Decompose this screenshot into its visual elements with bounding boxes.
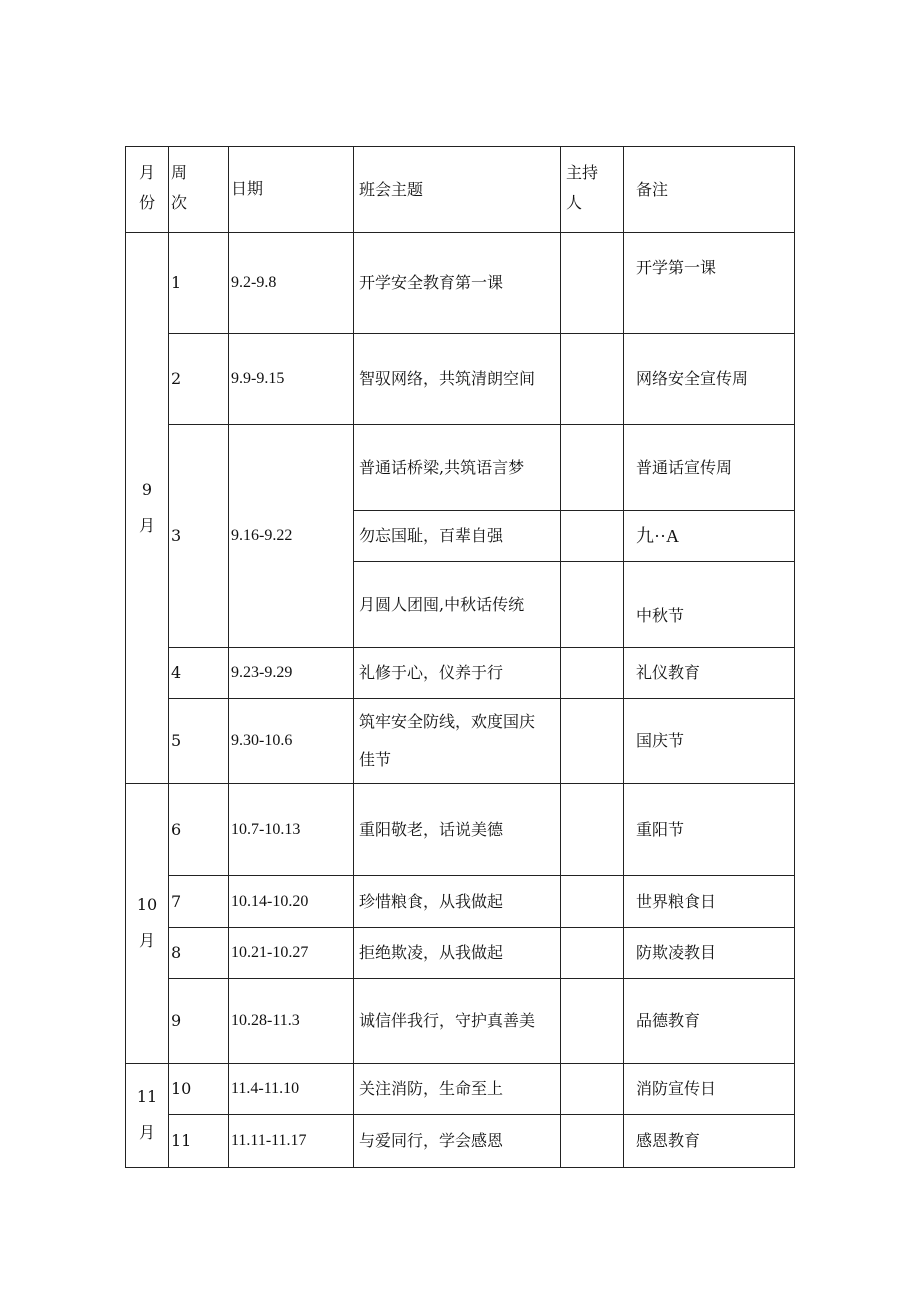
host-cell <box>561 699 624 784</box>
host-cell <box>561 334 624 425</box>
host-cell <box>561 979 624 1064</box>
table-row <box>126 425 795 511</box>
table-row <box>126 648 795 699</box>
date-cell: 9.16-9.22 <box>229 425 354 648</box>
date-cell: 10.7-10.13 <box>229 784 354 876</box>
note-cell: 网络安全宣传周 <box>624 334 795 425</box>
date-cell: 11.4-11.10 <box>229 1064 354 1115</box>
theme-cell: 珍惜粮食，从我做起 <box>354 876 561 928</box>
theme-cell: 与爱同行，学会感恩 <box>354 1115 561 1168</box>
table-row <box>126 1115 795 1168</box>
theme-cell: 关注消防，生命至上 <box>354 1064 561 1115</box>
table-row <box>126 1064 795 1115</box>
theme-cell: 礼修于心，仪养于行 <box>354 648 561 699</box>
week-cell: 9 <box>169 979 229 1064</box>
week-cell: 6 <box>169 784 229 876</box>
theme-cell: 智驭网络，共筑清朗空间 <box>354 334 561 425</box>
table-row <box>126 876 795 928</box>
theme-cell: 普通话桥梁,共筑语言梦 <box>354 425 561 511</box>
date-cell: 11.11-11.17 <box>229 1115 354 1168</box>
week-cell: 3 <box>169 425 229 648</box>
host-cell <box>561 928 624 979</box>
header-row <box>126 147 795 233</box>
date-cell: 9.9-9.15 <box>229 334 354 425</box>
theme-cell: 月圆人团囤,中秋话传统 <box>354 562 561 648</box>
week-cell: 2 <box>169 334 229 425</box>
date-cell: 10.14-10.20 <box>229 876 354 928</box>
header-theme: 班会主题 <box>354 147 561 233</box>
host-cell <box>561 425 624 511</box>
week-cell: 8 <box>169 928 229 979</box>
week-cell: 11 <box>169 1115 229 1168</box>
note-cell: 世界粮食日 <box>624 876 795 928</box>
date-cell: 9.30-10.6 <box>229 699 354 784</box>
note-cell: 防欺凌教目 <box>624 928 795 979</box>
class-meeting-schedule-table <box>125 146 795 1168</box>
table-row <box>126 784 795 876</box>
note-cell: 消防宣传日 <box>624 1064 795 1115</box>
date-cell: 9.23-9.29 <box>229 648 354 699</box>
note-cell: 感恩教育 <box>624 1115 795 1168</box>
header-month: 月份 <box>126 147 169 233</box>
host-cell <box>561 511 624 562</box>
date-cell: 10.28-11.3 <box>229 979 354 1064</box>
note-cell: 中秋节 <box>624 562 795 648</box>
theme-cell: 筑牢安全防线，欢度国庆佳节 <box>354 699 561 784</box>
host-cell <box>561 233 624 334</box>
week-cell: 1 <box>169 233 229 334</box>
week-cell: 7 <box>169 876 229 928</box>
month-cell-sep: 9月 <box>126 233 169 784</box>
header-date: 日期 <box>229 147 354 233</box>
host-cell <box>561 876 624 928</box>
month-cell-oct: 10月 <box>126 784 169 1064</box>
note-cell: 国庆节 <box>624 699 795 784</box>
date-cell: 9.2-9.8 <box>229 233 354 334</box>
theme-cell: 拒绝欺凌，从我做起 <box>354 928 561 979</box>
date-cell: 10.21-10.27 <box>229 928 354 979</box>
host-cell <box>561 784 624 876</box>
header-note: 备注 <box>624 147 795 233</box>
table-row <box>126 699 795 784</box>
week-cell: 4 <box>169 648 229 699</box>
week-cell: 10 <box>169 1064 229 1115</box>
note-cell: 品德教育 <box>624 979 795 1064</box>
header-host: 主持人 <box>561 147 624 233</box>
month-cell-nov: 11月 <box>126 1064 169 1168</box>
theme-cell: 诚信伴我行，守护真善美 <box>354 979 561 1064</box>
note-cell: 礼仪教育 <box>624 648 795 699</box>
table-row <box>126 928 795 979</box>
note-cell: 开学第一课 <box>624 233 795 334</box>
note-cell: 普通话宣传周 <box>624 425 795 511</box>
theme-cell: 开学安全教育第一课 <box>354 233 561 334</box>
host-cell <box>561 1115 624 1168</box>
header-week: 周次 <box>169 147 229 233</box>
table-row <box>126 233 795 334</box>
host-cell <box>561 562 624 648</box>
note-cell: 重阳节 <box>624 784 795 876</box>
table-row <box>126 979 795 1064</box>
note-cell: 九··A <box>624 511 795 562</box>
week-cell: 5 <box>169 699 229 784</box>
theme-cell: 重阳敬老，话说美德 <box>354 784 561 876</box>
theme-cell: 勿忘国耻，百辈自强 <box>354 511 561 562</box>
table-row <box>126 334 795 425</box>
host-cell <box>561 648 624 699</box>
host-cell <box>561 1064 624 1115</box>
